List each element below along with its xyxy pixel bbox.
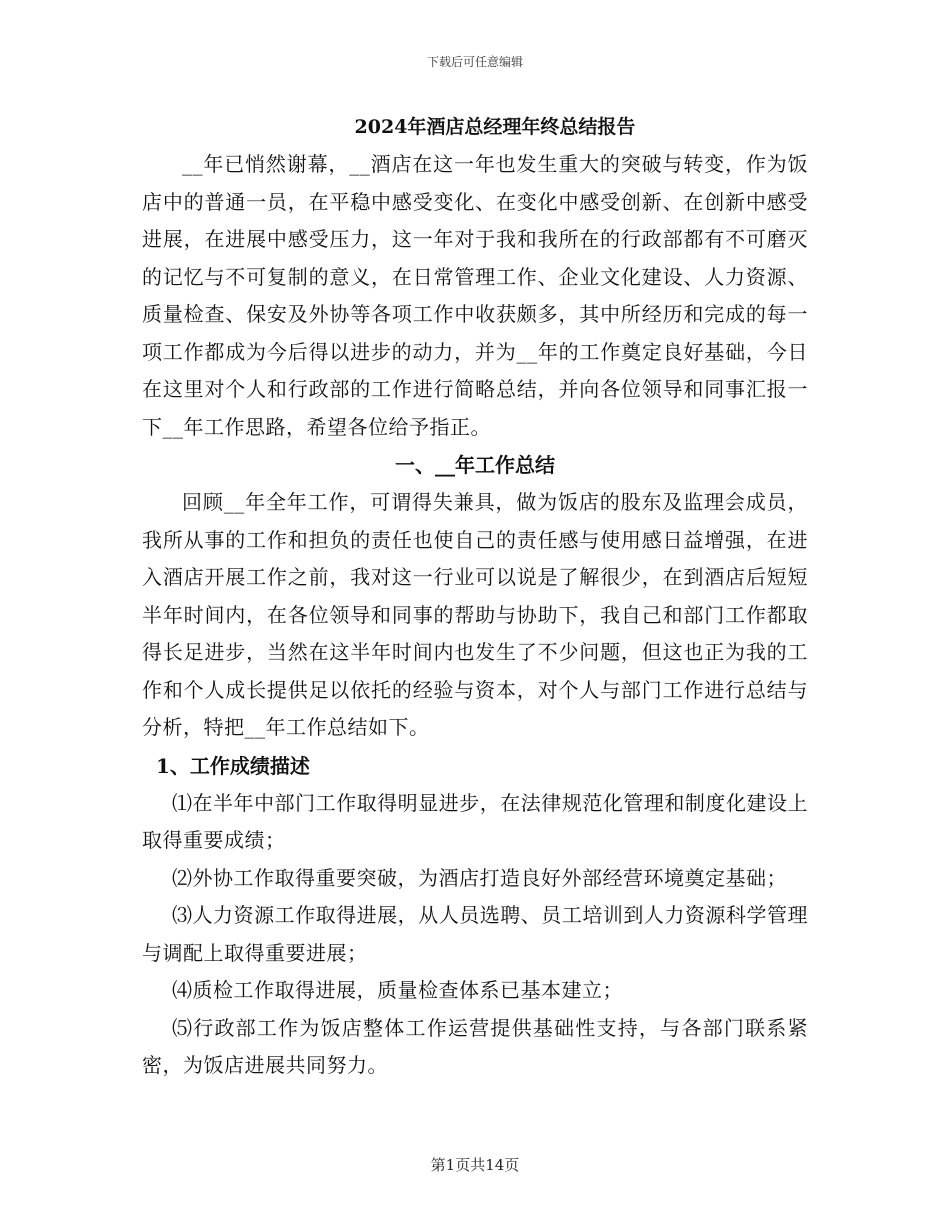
list-item: ⑸行政部工作为饭店整体工作运营提供基础性支持，与各部门联系紧密，为饭店进展共同努力。 bbox=[142, 1015, 808, 1077]
header-note: 下载后可任意编辑 bbox=[426, 55, 523, 69]
list-item: ⑷质检工作取得进展，质量检查体系已基本建立； bbox=[172, 978, 623, 1002]
list-item: ⑶人力资源工作取得进展，从人员选聘、员工培训到人力资源科学管理与调配上取得重要进展； bbox=[142, 903, 808, 965]
subsection-heading: 1、工作成绩描述 bbox=[156, 753, 310, 778]
section-heading: 一、__年工作总结 bbox=[395, 453, 555, 477]
document-title: 2024年酒店总经理年终总结报告 bbox=[354, 116, 636, 138]
document-body bbox=[142, 108, 808, 1085]
page-number: 第1页共14页 bbox=[430, 1156, 520, 1174]
list-item: ⑴在半年中部门工作取得明显进步，在法律规范化管理和制度化建设上取得重要成绩； bbox=[142, 790, 808, 852]
intro-paragraph: __年已悄然谢幕，__酒店在这一年也发生重大的突破与转变，作为饭店中的普通一员，在平稳中感受变化、在变化中感受创新、在创新中感受进展，在进展中感受压力，这一年对于我和我所在的行政部都有不可磨灭的记忆与不可复制的意义，在日常管理工作、企业文化建设、人力资源、质量检查、保安及外协等各项工作中收获颇多，其中所经历和完成的每一项工作都成为今后得以进步的动力，并为__年的工作奠定良好基础，今日在这里对个人和行政部的工作进行简略总结，并向各位领导和同事汇报一下__年工作思路，希望各位给予指正。 bbox=[142, 152, 808, 439]
list-item: ⑵外协工作取得重要突破，为酒店打造良好外部经营环境奠定基础； bbox=[172, 865, 787, 890]
section-paragraph: 回顾__年全年工作，可谓得失兼具，做为饭店的股东及监理会成员，我所从事的工作和担负的责任也使自己的责任感与使用感日益增强，在进入酒店开展工作之前，我对这一行业可以说是了解很少，在到酒店后短短半年时间内，在各位领导和同事的帮助与协助下，我自己和部门工作都取得长足进步，当然在这半年时间内也发生了不少问题，但这也正为我的工作和个人成长提供足以依托的经验与资本，对个人与部门工作进行总结与分析，特把__年工作总结如下。 bbox=[142, 490, 808, 739]
